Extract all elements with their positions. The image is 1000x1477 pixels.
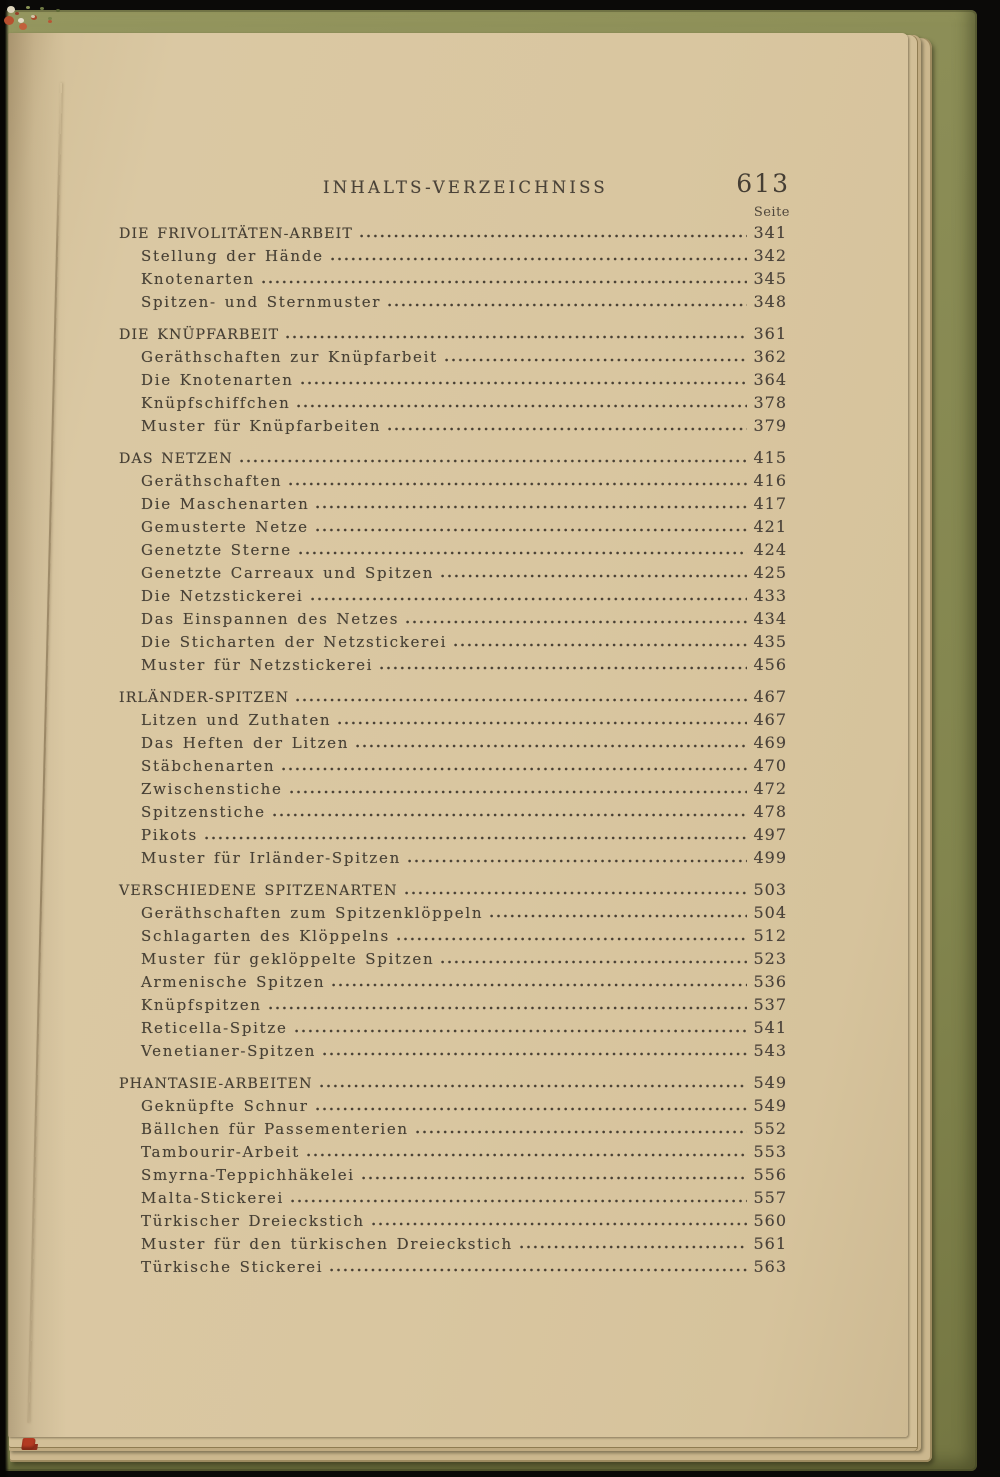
toc-section-title-row — [119, 324, 787, 347]
toc — [119, 223, 787, 1280]
toc-page-number: 433 — [753, 586, 787, 605]
toc-item-label: Genetzte Carreaux und Spitzen — [141, 564, 435, 582]
toc-item-row — [119, 710, 787, 733]
dot-leader — [262, 280, 747, 284]
folio-page-number: 613 — [736, 169, 790, 198]
dot-leader — [307, 1153, 747, 1157]
toc-item-row — [119, 655, 787, 678]
toc-page-number: 497 — [753, 825, 787, 844]
toc-section-title: DIE FRIVOLITÄTEN-ARBEIT — [119, 226, 353, 242]
toc-item-label: Reticella-Spitze — [141, 1019, 288, 1037]
dot-leader — [269, 1006, 747, 1010]
dot-leader — [362, 1176, 747, 1180]
toc-item-row — [119, 1096, 787, 1119]
page-crease — [27, 83, 62, 1423]
toc-section-title-row — [119, 687, 787, 710]
spine-shadow — [0, 0, 9, 1477]
toc-item-row — [119, 1188, 787, 1211]
toc-item-label: Zwischenstiche — [141, 780, 283, 798]
toc-item-row — [119, 292, 787, 315]
toc-item-row — [119, 370, 787, 393]
toc-page-number: 361 — [753, 324, 787, 343]
toc-item-row — [119, 1211, 787, 1234]
toc-item-label: Malta-Stickerei — [141, 1189, 284, 1207]
toc-page-number: 504 — [753, 903, 787, 922]
toc-item-row — [119, 903, 787, 926]
toc-page-number: 541 — [753, 1018, 787, 1037]
toc-page-number: 379 — [753, 416, 787, 435]
dot-leader — [299, 551, 747, 555]
toc-item-row — [119, 1257, 787, 1280]
page-title: INHALTS-VERZEICHNISS — [323, 178, 608, 197]
dot-leader — [380, 666, 747, 670]
toc-item-row — [119, 995, 787, 1018]
toc-section-title: IRLÄNDER-SPITZEN — [119, 690, 290, 706]
toc-item-row — [119, 802, 787, 825]
dot-leader — [520, 1245, 747, 1249]
dot-leader — [282, 767, 747, 771]
red-endpaper-fragment — [21, 1438, 36, 1450]
floral-endpaper-decoration — [0, 3, 62, 36]
toc-page-number: 499 — [753, 848, 787, 867]
toc-page-number: 549 — [753, 1073, 787, 1092]
dot-leader — [454, 643, 747, 647]
dot-leader — [360, 234, 747, 238]
toc-section — [119, 1073, 787, 1280]
dot-leader — [332, 983, 747, 987]
toc-page-number: 362 — [753, 347, 787, 366]
toc-item-label: Die Maschenarten — [141, 495, 310, 513]
toc-section-title: DAS NETZEN — [119, 451, 233, 467]
toc-page-number: 345 — [753, 269, 787, 288]
toc-item-row — [119, 1165, 787, 1188]
toc-item-label: Stellung der Hände — [141, 247, 324, 265]
dot-leader — [316, 1107, 747, 1111]
dot-leader — [406, 620, 747, 624]
toc-item-label: Stäbchenarten — [141, 757, 276, 775]
dot-leader — [240, 459, 747, 463]
dot-leader — [295, 1029, 747, 1033]
toc-item-row — [119, 563, 787, 586]
toc-item-label: Bällchen für Passementerien — [141, 1120, 409, 1138]
toc-item-label: Schlagarten des Klöppelns — [141, 927, 390, 945]
toc-item-row — [119, 632, 787, 655]
toc-page-number: 561 — [753, 1234, 787, 1253]
toc-item-label: Muster für geklöppelte Spitzen — [141, 950, 435, 968]
toc-section-title: PHANTASIE-ARBEITEN — [119, 1076, 313, 1092]
toc-item-row — [119, 269, 787, 292]
toc-item-row — [119, 494, 787, 517]
toc-item-label: Geräthschaften zur Knüpfarbeit — [141, 348, 438, 366]
toc-section-title-row — [119, 223, 787, 246]
toc-page-number: 543 — [753, 1041, 787, 1060]
toc-page-number: 378 — [753, 393, 787, 412]
toc-item-label: Gemusterte Netze — [141, 518, 309, 536]
toc-item-row — [119, 1041, 787, 1064]
toc-item-row — [119, 471, 787, 494]
toc-item-row — [119, 949, 787, 972]
toc-item-label: Tambourir-Arbeit — [141, 1143, 301, 1161]
dot-leader — [405, 891, 747, 895]
toc-item-label: Das Einspannen des Netzes — [141, 610, 400, 628]
toc-item-label: Türkische Stickerei — [141, 1258, 324, 1276]
toc-item-row — [119, 733, 787, 756]
toc-section — [119, 880, 787, 1064]
toc-page-number: 563 — [753, 1257, 787, 1276]
dot-leader — [291, 1199, 747, 1203]
dot-leader — [273, 813, 747, 817]
toc-page-number: 425 — [753, 563, 787, 582]
toc-item-label: Armenische Spitzen — [141, 973, 326, 991]
toc-section — [119, 324, 787, 439]
toc-page-number: 342 — [753, 246, 787, 265]
toc-page-number: 467 — [753, 710, 787, 729]
toc-item-label: Pikots — [141, 826, 198, 844]
toc-page-number: 434 — [753, 609, 787, 628]
dot-leader — [388, 427, 747, 431]
toc-section-title: DIE KNÜPFARBEIT — [119, 327, 280, 343]
dot-leader — [445, 358, 747, 362]
toc-page-number: 456 — [753, 655, 787, 674]
toc-page-number: 469 — [753, 733, 787, 752]
book-page — [8, 33, 908, 1437]
dot-leader — [289, 482, 747, 486]
toc-item-row — [119, 393, 787, 416]
toc-item-row — [119, 586, 787, 609]
toc-item-label: Geknüpfte Schnur — [141, 1097, 309, 1115]
dot-leader — [301, 381, 747, 385]
toc-page-number: 552 — [753, 1119, 787, 1138]
toc-item-row — [119, 1142, 787, 1165]
toc-section-title-row — [119, 1073, 787, 1096]
toc-section — [119, 448, 787, 678]
toc-item-label: Muster für den türkischen Dreieckstich — [141, 1235, 513, 1253]
dot-leader — [441, 574, 747, 578]
toc-page-number: 557 — [753, 1188, 787, 1207]
toc-page-number: 560 — [753, 1211, 787, 1230]
toc-item-label: Smyrna-Teppichhäkelei — [141, 1166, 355, 1184]
toc-item-label: Venetianer-Spitzen — [141, 1042, 317, 1060]
toc-page-number: 537 — [753, 995, 787, 1014]
toc-page-number: 417 — [753, 494, 787, 513]
toc-section-title-row — [119, 448, 787, 471]
toc-page-number: 523 — [753, 949, 787, 968]
toc-item-row — [119, 825, 787, 848]
toc-page-number: 536 — [753, 972, 787, 991]
dot-leader — [388, 303, 747, 307]
toc-item-label: Genetzte Sterne — [141, 541, 292, 559]
toc-item-label: Muster für Netzstickerei — [141, 656, 374, 674]
toc-item-label: Türkischer Dreieckstich — [141, 1212, 365, 1230]
dot-leader — [441, 960, 747, 964]
dot-leader — [205, 836, 747, 840]
toc-item-label: Geräthschaften — [141, 472, 283, 490]
dot-leader — [297, 404, 747, 408]
toc-page-number: 348 — [753, 292, 787, 311]
dot-leader — [338, 721, 747, 725]
dot-leader — [311, 597, 747, 601]
toc-item-label: Die Sticharten der Netzstickerei — [141, 633, 448, 651]
toc-item-row — [119, 779, 787, 802]
toc-item-label: Muster für Knüpfarbeiten — [141, 417, 382, 435]
toc-item-row — [119, 540, 787, 563]
toc-item-row — [119, 926, 787, 949]
toc-page-number: 435 — [753, 632, 787, 651]
toc-page-number: 424 — [753, 540, 787, 559]
toc-item-row — [119, 756, 787, 779]
toc-item-label: Spitzenstiche — [141, 803, 266, 821]
toc-page-number: 421 — [753, 517, 787, 536]
toc-item-row — [119, 1119, 787, 1142]
toc-item-label: Spitzen- und Sternmuster — [141, 293, 382, 311]
dot-leader — [356, 744, 747, 748]
toc-item-label: Das Heften der Litzen — [141, 734, 350, 752]
toc-page-number: 472 — [753, 779, 787, 798]
toc-page-number: 549 — [753, 1096, 787, 1115]
dot-leader — [316, 528, 747, 532]
dot-leader — [286, 335, 747, 339]
toc-item-row — [119, 416, 787, 439]
toc-item-row — [119, 1018, 787, 1041]
toc-item-row — [119, 347, 787, 370]
toc-section — [119, 223, 787, 315]
dot-leader — [397, 937, 747, 941]
dot-leader — [490, 914, 747, 918]
dot-leader — [331, 257, 747, 261]
toc-item-label: Knüpfspitzen — [141, 996, 262, 1014]
toc-section-title: VERSCHIEDENE SPITZENARTEN — [119, 883, 398, 899]
toc-page-number: 364 — [753, 370, 787, 389]
page-column-label: Seite — [753, 205, 790, 220]
toc-item-label: Muster für Irländer-Spitzen — [141, 849, 401, 867]
toc-section-title-row — [119, 880, 787, 903]
toc-page-number: 556 — [753, 1165, 787, 1184]
toc-item-label: Litzen und Zuthaten — [141, 711, 332, 729]
dot-leader — [290, 790, 747, 794]
toc-item-row — [119, 1234, 787, 1257]
dot-leader — [408, 859, 747, 863]
toc-item-row — [119, 517, 787, 540]
dot-leader — [323, 1052, 747, 1056]
dot-leader — [320, 1084, 747, 1088]
toc-item-row — [119, 972, 787, 995]
dot-leader — [416, 1130, 747, 1134]
toc-item-label: Knüpfschiffchen — [141, 394, 291, 412]
dot-leader — [316, 505, 747, 509]
toc-section — [119, 687, 787, 871]
toc-page-number: 467 — [753, 687, 787, 706]
toc-item-label: Die Knotenarten — [141, 371, 294, 389]
toc-page-number: 512 — [753, 926, 787, 945]
dot-leader — [372, 1222, 747, 1226]
toc-page-number: 470 — [753, 756, 787, 775]
toc-item-row — [119, 848, 787, 871]
toc-page-number: 341 — [753, 223, 787, 242]
toc-item-row — [119, 246, 787, 269]
toc-page-number: 478 — [753, 802, 787, 821]
toc-item-label: Die Netzstickerei — [141, 587, 304, 605]
toc-page-number: 416 — [753, 471, 787, 490]
toc-item-label: Knotenarten — [141, 270, 255, 288]
toc-page-number: 553 — [753, 1142, 787, 1161]
dot-leader — [330, 1268, 747, 1272]
dot-leader — [296, 698, 747, 702]
toc-item-label: Geräthschaften zum Spitzenklöppeln — [141, 904, 484, 922]
toc-item-row — [119, 609, 787, 632]
toc-page-number: 503 — [753, 880, 787, 899]
toc-page-number: 415 — [753, 448, 787, 467]
